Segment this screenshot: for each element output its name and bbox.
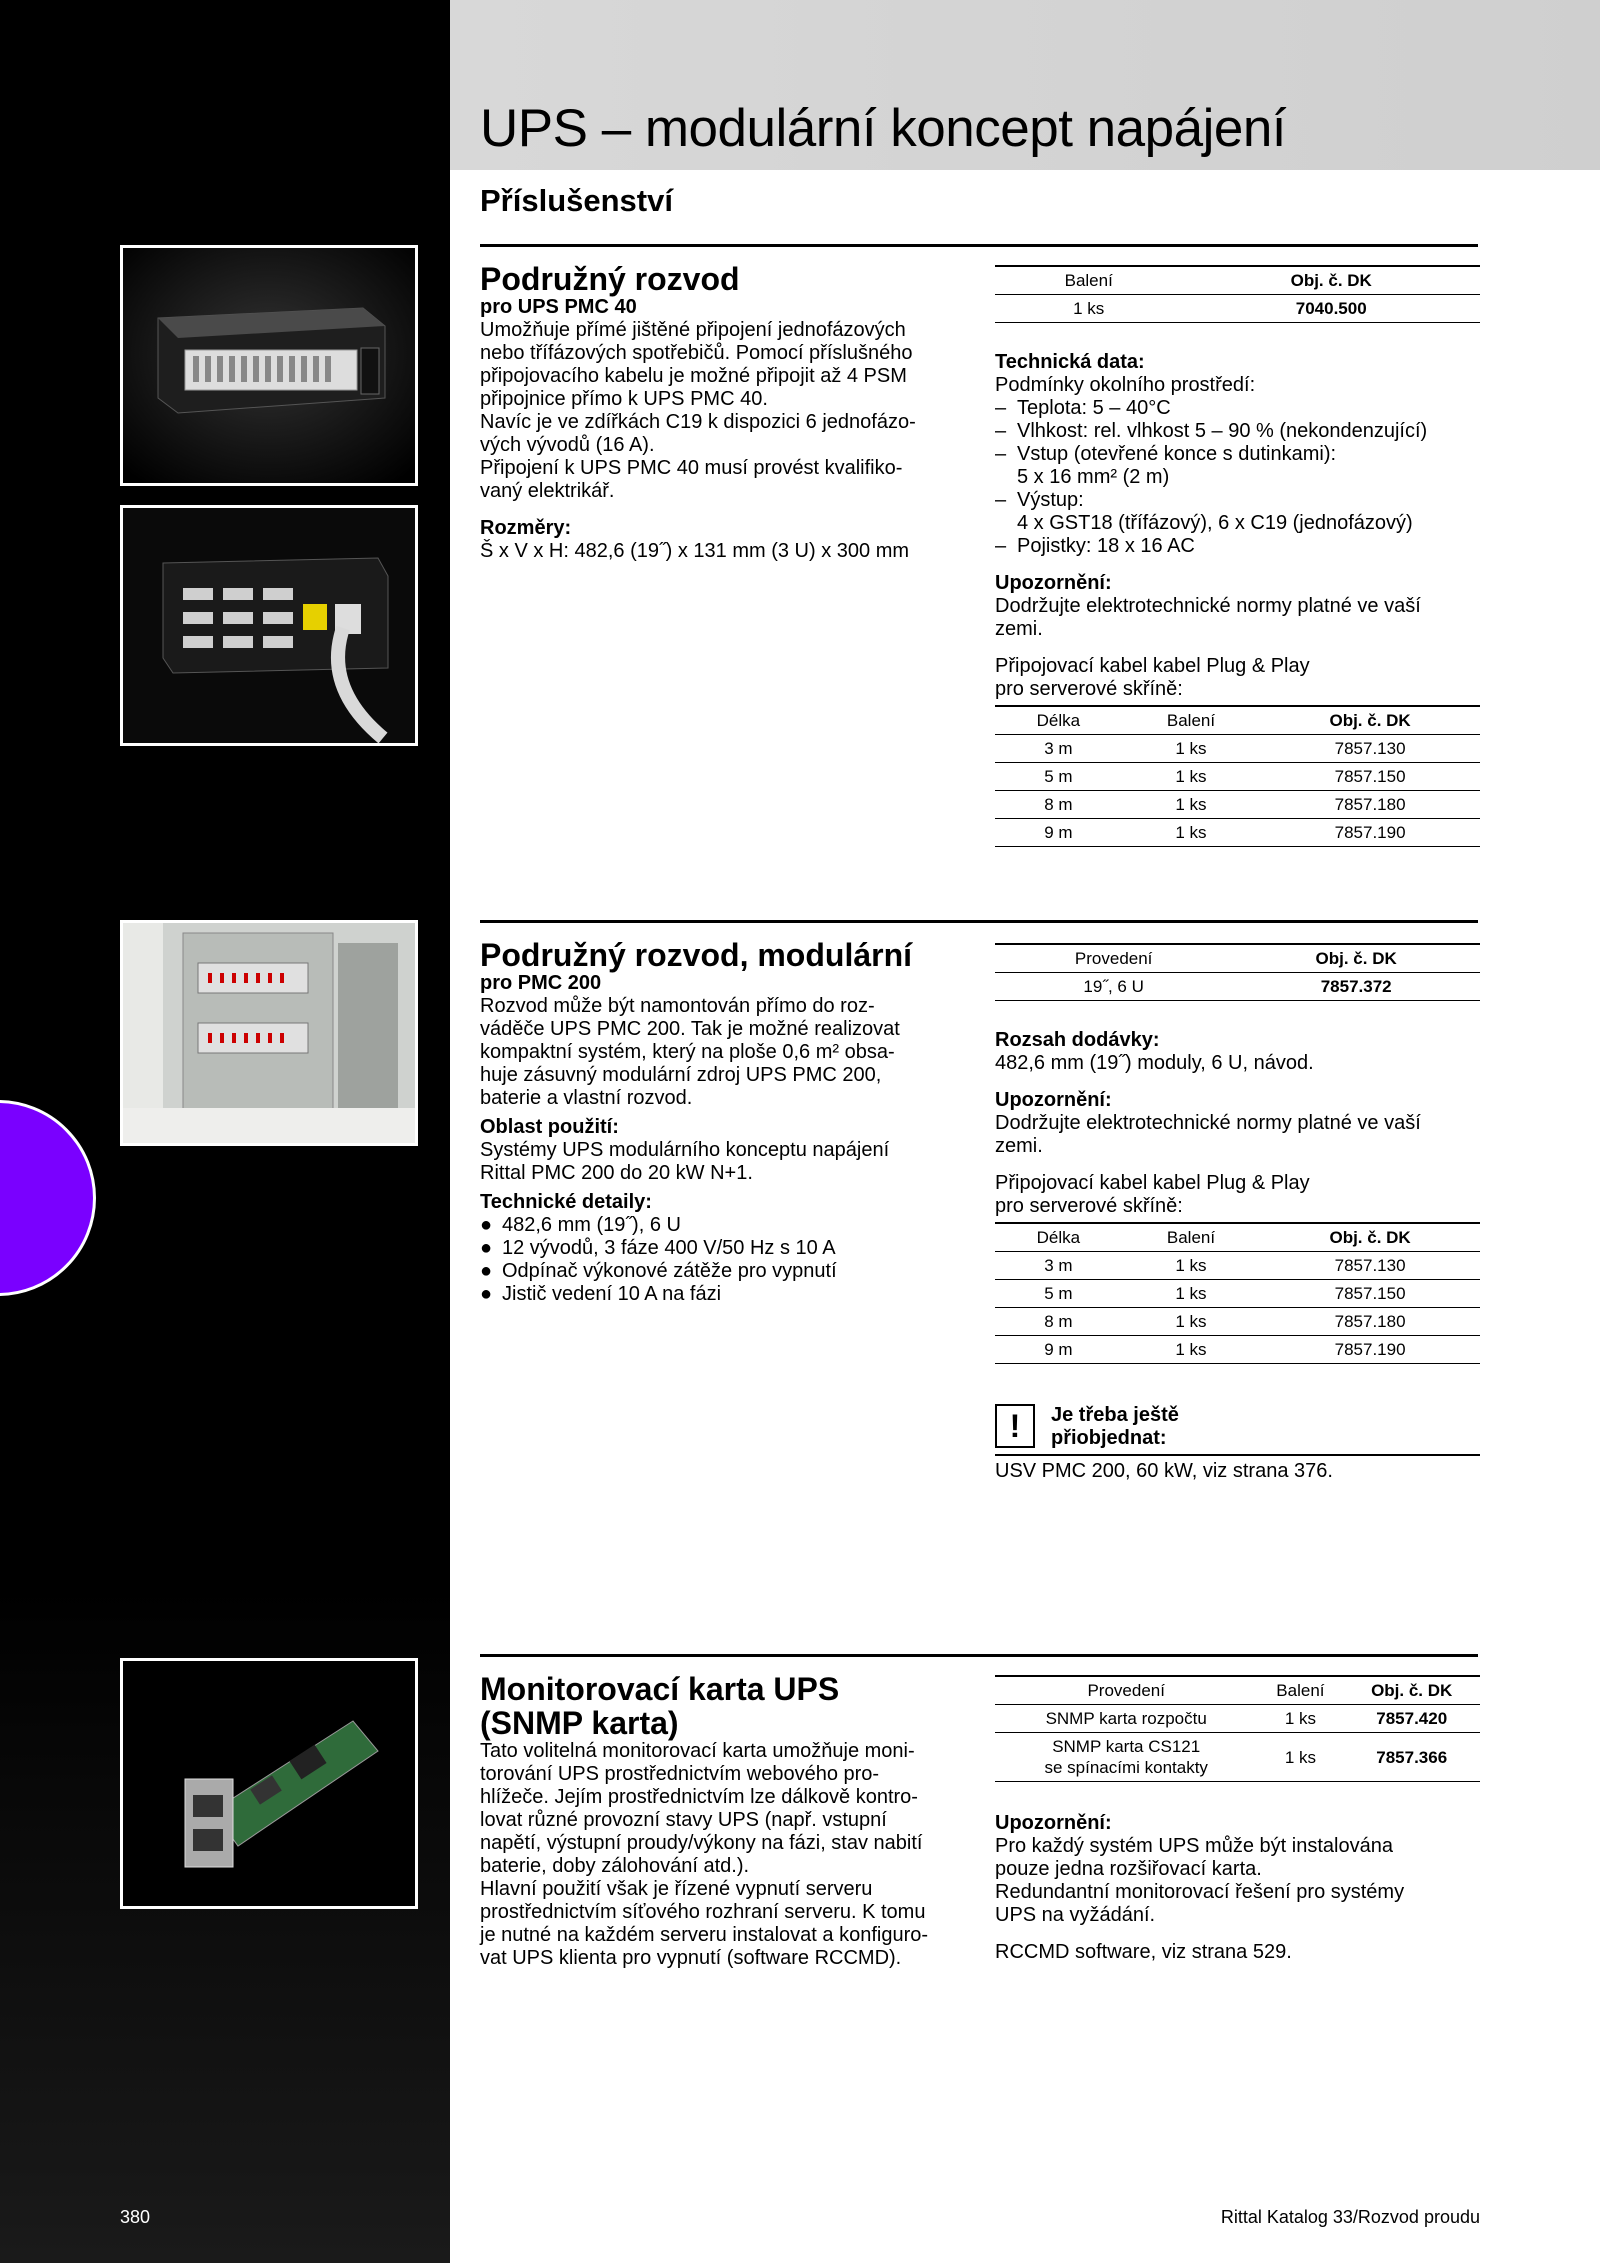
note-label: Upozornění: bbox=[995, 572, 1112, 594]
table-row bbox=[995, 295, 1480, 323]
scope-label: Rozsah dodávky: bbox=[995, 1029, 1160, 1051]
order-also-rule bbox=[995, 1454, 1480, 1456]
order-number: 7040.500 bbox=[1182, 295, 1480, 323]
desc-line: huje zásuvný modulární zdroj UPS PMC 200, bbox=[480, 1064, 882, 1086]
note-line: Pro každý systém UPS může být instalována bbox=[995, 1835, 1393, 1857]
tech-item: – Výstup: 4 x GST18 (třífázový), 6 x C19 (jednofázový) bbox=[995, 489, 1413, 534]
table-row: SNMP karta CS121 se spínacími kontakty 1 ks 7857.366 bbox=[995, 1733, 1480, 1782]
product-photo-snmp-card bbox=[120, 1658, 418, 1909]
table-row: 5 m 1 ks 7857.150 bbox=[995, 763, 1480, 791]
table-header: Balení bbox=[1257, 1676, 1343, 1705]
section2-left bbox=[480, 938, 960, 1306]
table-header: Balení bbox=[995, 266, 1182, 295]
section-rule-2 bbox=[480, 920, 1478, 923]
desc-line: Tato volitelná monitorovací karta umožňuje moni- bbox=[480, 1740, 915, 1762]
note-line: Dodržujte elektrotechnické normy platné ve vaší bbox=[995, 1112, 1421, 1134]
cable-line: pro serverové skříně: bbox=[995, 1195, 1183, 1217]
page-subtitle: Příslušenství bbox=[480, 183, 673, 218]
detail-item: ● Odpínač výkonové zátěže pro vypnutí bbox=[480, 1260, 837, 1282]
cable-line: Připojovací kabel kabel Plug & Play bbox=[995, 1172, 1310, 1194]
desc-line: kompaktní systém, který na ploše 0,6 m² obsa- bbox=[480, 1041, 895, 1063]
desc-line: váděče UPS PMC 200. Tak je možné realizovat bbox=[480, 1018, 900, 1040]
tech-item: – Pojistky: 18 x 16 AC bbox=[995, 535, 1195, 557]
cable-line: pro serverové skříně: bbox=[995, 678, 1183, 700]
desc-line: připojovacího kabelu je možné připojit až 4 PSM bbox=[480, 365, 907, 387]
section1-left bbox=[480, 262, 960, 563]
table-row: 9 m 1 ks 7857.190 bbox=[995, 1336, 1480, 1364]
desc-line: vaný elektrikář. bbox=[480, 480, 615, 502]
detail-item: ● Jistič vedení 10 A na fázi bbox=[480, 1283, 722, 1305]
section2-order-table bbox=[995, 943, 1480, 1001]
detail-item: ● 12 vývodů, 3 fáze 400 V/50 Hz s 10 A bbox=[480, 1237, 836, 1259]
note-line: pouze jedna rozšiřovací karta. bbox=[995, 1858, 1262, 1880]
table-row: 9 m 1 ks 7857.190 bbox=[995, 819, 1480, 847]
section3-title: Monitorovací karta UPS bbox=[480, 1671, 840, 1707]
desc-line: vých vývodů (16 A). bbox=[480, 434, 655, 456]
section2-subtitle: pro PMC 200 bbox=[480, 972, 602, 994]
tech-item: – Vstup (otevřené konce s dutinkami): 5 x 16 mm² (2 m) bbox=[995, 443, 1337, 488]
note-line: UPS na vyžádání. bbox=[995, 1904, 1156, 1926]
dimensions-label: Rozměry: bbox=[480, 517, 572, 539]
table-cell: 1 ks bbox=[995, 295, 1182, 323]
note-line: zemi. bbox=[995, 1135, 1043, 1157]
desc-line: baterie a vlastní rozvod. bbox=[480, 1087, 693, 1109]
rccmd-reference: RCCMD software, viz strana 529. bbox=[995, 1941, 1292, 1963]
note-line: Redundantní monitorovací řešení pro systémy bbox=[995, 1881, 1405, 1903]
desc-line: prostřednictvím síťového rozhraní serveru. K tomu bbox=[480, 1901, 926, 1923]
cable-line: Připojovací kabel kabel Plug & Play bbox=[995, 655, 1310, 677]
order-also-line: přiobjednat: bbox=[1051, 1427, 1167, 1449]
order-also-line: Je třeba ještě bbox=[1051, 1404, 1179, 1426]
desc-line: Navíc je ve zdířkách C19 k dispozici 6 jednofázo- bbox=[480, 411, 916, 433]
note-line: zemi. bbox=[995, 618, 1043, 640]
order-also-value: USV PMC 200, 60 kW, viz strana 376. bbox=[995, 1460, 1333, 1482]
section3-title: (SNMP karta) bbox=[480, 1705, 679, 1741]
product-photo-distribution-unit bbox=[120, 245, 418, 486]
table-header: Obj. č. DK bbox=[1260, 706, 1480, 735]
tech-data-label: Technická data: bbox=[995, 351, 1145, 373]
desc-line: nebo třífázových spotřebičů. Pomocí příslušného bbox=[480, 342, 913, 364]
table-header: Provedení bbox=[995, 1676, 1257, 1705]
desc-line: baterie, doby zálohování atd.). bbox=[480, 1855, 750, 1877]
product-photo-distribution-unit-front bbox=[120, 505, 418, 746]
section2-right bbox=[995, 943, 1485, 1483]
desc-line: vat UPS klienta pro vypnutí (software RCCMD). bbox=[480, 1947, 902, 1969]
table-header: Délka bbox=[995, 1223, 1122, 1252]
section1-description bbox=[480, 319, 960, 503]
section1-right bbox=[995, 265, 1485, 847]
section2-cable-table bbox=[995, 1222, 1480, 1364]
table-row: 3 m 1 ks 7857.130 bbox=[995, 1252, 1480, 1280]
table-row: SNMP karta rozpočtu 1 ks 7857.420 bbox=[995, 1705, 1480, 1733]
section-rule-3 bbox=[480, 1654, 1478, 1657]
table-row: 5 m 1 ks 7857.150 bbox=[995, 1280, 1480, 1308]
table-header: Balení bbox=[1122, 1223, 1260, 1252]
exclamation-icon: ! bbox=[995, 1404, 1035, 1448]
order-also-box bbox=[995, 1404, 1485, 1450]
section3-order-table bbox=[995, 1675, 1480, 1782]
desc-line: Hlavní použití však je řízené vypnutí serveru bbox=[480, 1878, 873, 1900]
note-label: Upozornění: bbox=[995, 1089, 1112, 1111]
use-line: Systémy UPS modulárního konceptu napájení bbox=[480, 1139, 890, 1161]
desc-line: Umožňuje přímé jištěné připojení jednofázových bbox=[480, 319, 906, 341]
table-row: 3 m 1 ks 7857.130 bbox=[995, 735, 1480, 763]
note-line: Dodržujte elektrotechnické normy platné ve vaší bbox=[995, 595, 1421, 617]
tech-item: – Teplota: 5 – 40°C bbox=[995, 397, 1171, 419]
desc-line: lovat různé provozní stavy UPS (např. vstupní bbox=[480, 1809, 887, 1831]
scope-value: 482,6 mm (19˝) moduly, 6 U, návod. bbox=[995, 1052, 1314, 1074]
desc-line: Připojení k UPS PMC 40 musí provést kvalifiko- bbox=[480, 457, 903, 479]
table-row: 8 m 1 ks 7857.180 bbox=[995, 791, 1480, 819]
desc-line: je nutné na každém serveru instalovat a konfiguro- bbox=[480, 1924, 929, 1946]
details-label: Technické detaily: bbox=[480, 1191, 652, 1213]
section2-title: Podružný rozvod, modulární bbox=[480, 937, 913, 973]
tech-item: – Vlhkost: rel. vlhkost 5 – 90 % (nekondenzující) bbox=[995, 420, 1428, 442]
desc-line: hlížeče. Jejím prostřednictvím lze dálkově kontro- bbox=[480, 1786, 918, 1808]
use-label: Oblast použití: bbox=[480, 1116, 619, 1138]
desc-line: připojnice přímo k UPS PMC 40. bbox=[480, 388, 768, 410]
note-label: Upozornění: bbox=[995, 1812, 1112, 1834]
page-title: UPS – modulární koncept napájení bbox=[480, 99, 1287, 158]
catalog-reference: Rittal Katalog 33/Rozvod proudu bbox=[1220, 2207, 1480, 2227]
section1-order-table bbox=[995, 265, 1480, 323]
section1-subtitle: pro UPS PMC 40 bbox=[480, 296, 637, 318]
table-header: Provedení bbox=[995, 944, 1232, 973]
section3-left bbox=[480, 1672, 960, 1970]
table-header: Balení bbox=[1122, 706, 1260, 735]
product-photo-modular-distribution bbox=[120, 920, 418, 1146]
desc-line: napětí, výstupní proudy/výkony na fázi, stav nabití bbox=[480, 1832, 923, 1854]
page-number: 380 bbox=[120, 2207, 151, 2227]
section1-title: Podružný rozvod bbox=[480, 261, 740, 297]
table-header: Obj. č. DK bbox=[1182, 266, 1480, 295]
section3-right bbox=[995, 1675, 1485, 1964]
table-header: Obj. č. DK bbox=[1343, 1676, 1480, 1705]
table-header: Obj. č. DK bbox=[1260, 1223, 1480, 1252]
table-header: Délka bbox=[995, 706, 1122, 735]
table-header: Obj. č. DK bbox=[1232, 944, 1480, 973]
desc-line: torování UPS prostřednictvím webového pro- bbox=[480, 1763, 880, 1785]
table-row: 8 m 1 ks 7857.180 bbox=[995, 1308, 1480, 1336]
table-row: 19˝, 6 U 7857.372 bbox=[995, 973, 1480, 1001]
detail-item: ● 482,6 mm (19˝), 6 U bbox=[480, 1214, 681, 1236]
tech-intro: Podmínky okolního prostředí: bbox=[995, 374, 1256, 396]
section-rule-1 bbox=[480, 244, 1478, 247]
use-line: Rittal PMC 200 do 20 kW N+1. bbox=[480, 1162, 753, 1184]
desc-line: Rozvod může být namontován přímo do roz- bbox=[480, 995, 875, 1017]
dimensions-value: Š x V x H: 482,6 (19˝) x 131 mm (3 U) x 300 mm bbox=[480, 540, 910, 562]
section1-cable-table bbox=[995, 705, 1480, 847]
